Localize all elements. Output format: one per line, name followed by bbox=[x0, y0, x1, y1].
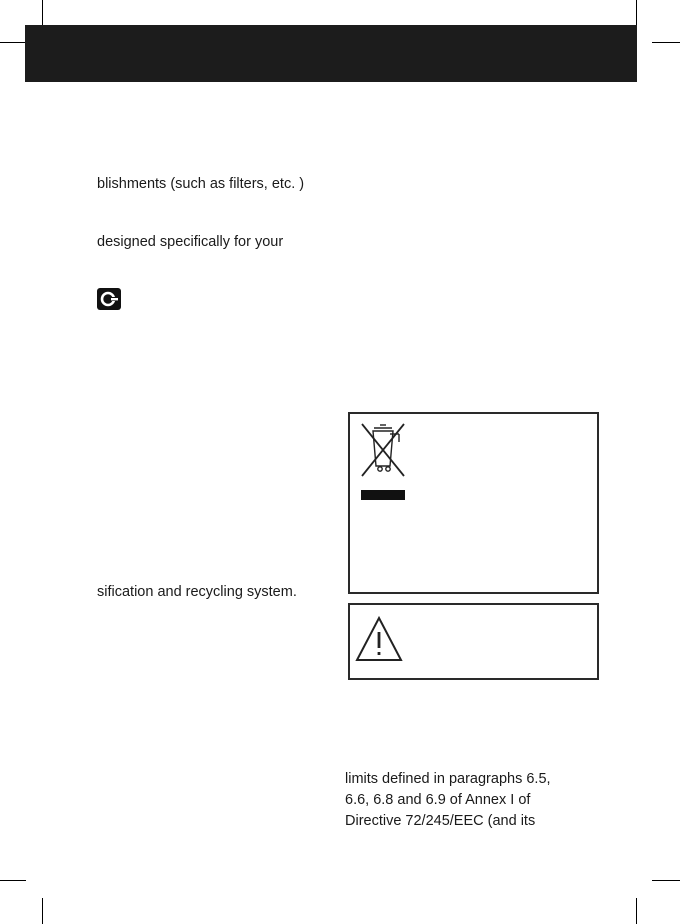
wrench-service-icon bbox=[97, 288, 121, 310]
body-text-line: sification and recycling system. bbox=[97, 584, 297, 600]
crossed-out-wheelie-bin-icon bbox=[360, 422, 406, 478]
crop-mark bbox=[652, 880, 680, 881]
body-text-line: designed specifically for your bbox=[97, 234, 284, 250]
crop-mark bbox=[636, 898, 637, 924]
crop-mark bbox=[42, 898, 43, 924]
header-bar bbox=[25, 25, 637, 82]
directive-text-line: Directive 72/245/EEC (and its bbox=[345, 813, 536, 829]
crop-mark bbox=[636, 0, 637, 26]
crop-mark bbox=[0, 880, 26, 881]
weee-underline-bar bbox=[361, 490, 405, 500]
weee-notice-box bbox=[348, 412, 599, 594]
directive-text-line: 6.6, 6.8 and 6.9 of Annex I of bbox=[345, 792, 531, 808]
directive-text-line: limits defined in paragraphs 6.5, bbox=[345, 771, 551, 787]
warning-notice-box bbox=[348, 603, 599, 680]
crop-mark bbox=[652, 42, 680, 43]
warning-triangle-icon bbox=[354, 615, 404, 663]
crop-mark bbox=[0, 42, 26, 43]
crop-mark bbox=[42, 0, 43, 26]
body-text-line: blishments (such as filters, etc. ) bbox=[97, 176, 305, 192]
